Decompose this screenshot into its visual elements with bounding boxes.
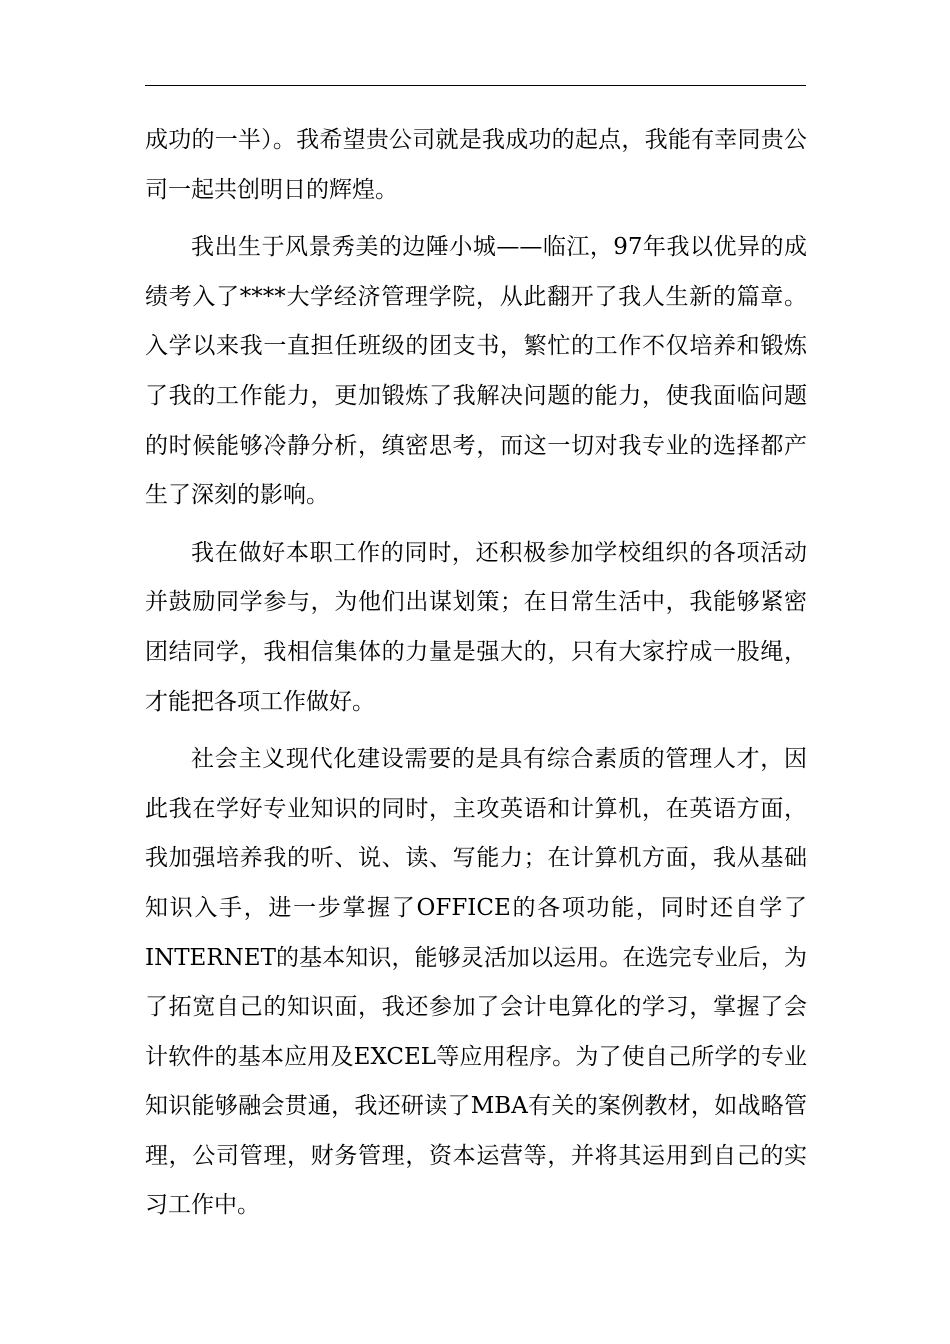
paragraph-continuation: 成功的一半）。我希望贵公司就是我成功的起点，我能有幸同贵公司一起共创明日的辉煌。 (145, 127, 807, 203)
paragraph-activities: 我在做好本职工作的同时，还积极参加学校组织的各项活动并鼓励同学参与，为他们出谋划策；在日常生活中，我能够紧密团结同学，我相信集体的力量是强大的，只有大家拧成一股绳，才能把各项工作做好。 (145, 539, 807, 715)
body-text (145, 116, 807, 1231)
paragraph-skills: 社会主义现代化建设需要的是具有综合素质的管理人才，因此我在学好专业知识的同时，主攻英语和计算机，在英语方面，我加强培养我的听、说、读、写能力；在计算机方面，我从基础知识入手，进一步掌握了OFFICE的各项功能，同时还自学了INTERNET的基本知识，能够灵活加以运用。在选完专业后，为了拓宽自己的知识面，我还参加了会计电算化的学习，掌握了会计软件的基本应用及EXCEL等应用程序。为了使自己所学的专业知识能够融会贯通，我还研读了MBA有关的案例教材，如战略管理，公司管理，财务管理，资本运营等，并将其运用到自己的实习工作中。 (145, 746, 807, 1219)
header-rule (145, 85, 806, 86)
paragraph-background: 我出生于风景秀美的边陲小城——临江，97年我以优异的成绩考入了****大学经济管理学院，从此翻开了我人生新的篇章。入学以来我一直担任班级的团支书，繁忙的工作不仅培养和锻炼了我的工作能力，更加锻炼了我解决问题的能力，使我面临问题的时候能够冷静分析，缜密思考，而这一切对我专业的选择都产生了深刻的影响。 (145, 234, 807, 509)
